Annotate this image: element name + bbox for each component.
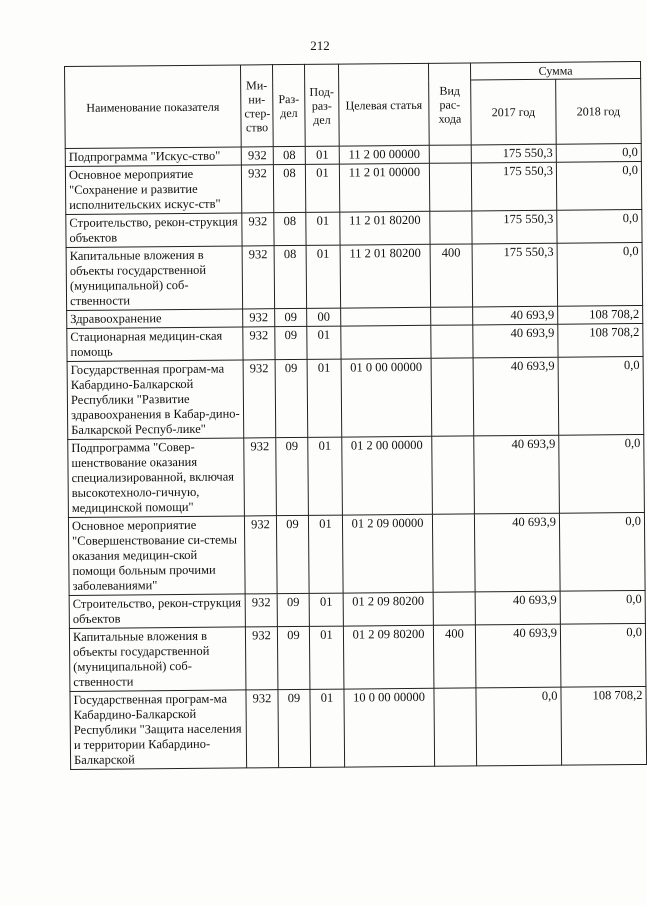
cell-2017: 40 693,9 [473,357,559,436]
header-target: Целевая статья [338,63,429,146]
cell-2017: 0,0 [476,687,562,766]
cell-name: Строительство, рекон-струкция объектов [66,213,242,248]
cell-subsection: 01 [307,326,341,359]
header-name: Наименование показателя [65,65,242,149]
cell-2018: 108 708,2 [558,323,643,357]
cell-target: 11 2 01 80200 [340,211,430,245]
cell-subsection: 01 [306,245,341,308]
cell-ministry: 932 [242,213,274,246]
cell-2017: 175 550,3 [472,243,558,307]
cell-ministry: 932 [241,147,273,165]
cell-section: 09 [275,308,307,326]
cell-ministry: 932 [244,438,277,516]
cell-section: 09 [275,359,308,437]
cell-2018: 108 708,2 [561,686,647,765]
cell-target: 01 2 00 00000 [342,436,433,515]
cell-ministry: 932 [243,309,275,327]
cell-name: Стационарная медицин-ская помощь [67,327,243,362]
cell-subsection: 01 [310,689,345,767]
cell-subsection: 01 [305,164,339,212]
cell-2018: 0,0 [559,512,645,591]
header-ministry: Ми-ни-стер-ство [240,65,273,147]
cell-section: 09 [275,326,307,359]
table-body [65,143,646,769]
cell-subsection: 01 [305,146,339,164]
cell-2017: 40 693,9 [475,591,560,625]
header-2017: 2017 год [471,79,557,145]
cell-subsection: 01 [308,437,343,515]
cell-target: 10 0 00 00000 [344,688,435,767]
cell-kind [434,688,477,766]
cell-kind: 400 [433,625,476,688]
cell-2018: 0,0 [560,623,646,687]
cell-section: 09 [277,626,310,689]
cell-ministry: 932 [241,165,273,213]
cell-2017: 175 550,3 [472,210,557,244]
cell-kind: 400 [430,244,473,307]
header-sum: Сумма [470,61,640,79]
cell-kind [431,307,473,325]
cell-ministry: 932 [245,627,278,690]
cell-subsection: 00 [307,308,341,326]
cell-target: 01 2 09 80200 [343,592,433,626]
cell-kind [431,325,473,358]
cell-ministry: 932 [245,594,277,627]
table-row [69,590,645,628]
cell-target: 01 2 09 00000 [342,514,433,593]
budget-table-wrapper [64,61,646,770]
cell-section: 09 [276,437,309,515]
header-kind: Вид рас-хода [428,63,471,145]
cell-2018: 0,0 [559,434,645,513]
cell-ministry: 932 [243,327,275,360]
cell-2018: 0,0 [558,356,644,435]
cell-name: Государственная програм-ма Кабардино-Балкарской Республики "Развитие здравоохранения в Кабар-дино-Балкарской Респуб-лике" [67,360,244,440]
cell-name: Подпрограмма "Совер-шенствование оказания специализированной, включая высокотехноло-гичную, медицинской помощи" [68,438,245,518]
cell-kind [432,514,475,592]
cell-section: 08 [273,164,305,212]
table-row [65,161,641,214]
table-row [68,434,645,517]
table-row [69,623,646,691]
cell-2017: 175 550,3 [471,144,556,163]
cell-kind [433,592,475,625]
cell-kind [432,436,475,514]
table-row [66,242,643,310]
cell-subsection: 01 [309,593,343,626]
cell-name: Капитальные вложения в объекты государственной (муниципальной) соб-ственности [66,246,243,311]
cell-target: 11 2 00 00000 [339,145,429,164]
cell-subsection: 01 [309,626,344,689]
cell-section: 09 [277,593,309,626]
cell-ministry: 932 [243,360,276,438]
header-2018: 2018 год [556,78,642,144]
cell-kind [431,358,474,436]
table-row [68,512,645,595]
cell-target [341,325,431,359]
cell-target: 01 2 09 80200 [343,625,434,689]
table-row [66,209,642,247]
cell-2018: 0,0 [556,143,641,162]
cell-name: Основное мероприятие "Сохранение и развитие исполнительских искус-ств" [65,165,241,215]
cell-2018: 0,0 [557,242,643,306]
cell-target: 11 2 01 80200 [340,244,431,308]
page-number: 212 [310,38,330,53]
cell-2017: 40 693,9 [475,624,561,688]
cell-name: Основное мероприятие "Совершенствование си-стемы оказания медицин-ской помощи больным прочими заболеваниями" [68,516,245,596]
cell-2018: 0,0 [557,209,642,243]
cell-subsection: 01 [307,359,342,437]
cell-section: 08 [274,212,306,245]
cell-name: Здравоохранение [67,309,243,329]
cell-name: Капитальные вложения в объекты государственной (муниципальной) соб-ственности [69,627,246,692]
cell-subsection: 01 [306,212,340,245]
cell-section: 09 [276,515,309,593]
header-section: Раз-дел [272,64,305,146]
cell-subsection: 01 [308,515,343,593]
cell-name: Строительство, рекон-струкция объектов [69,594,245,629]
cell-2017: 40 693,9 [474,513,560,592]
cell-2018: 0,0 [560,590,645,624]
table-row [67,356,644,439]
cell-section: 08 [274,245,307,308]
cell-ministry: 932 [244,516,277,594]
cell-kind [429,163,471,211]
cell-ministry: 932 [242,246,275,309]
cell-2018: 108 708,2 [558,305,643,324]
cell-name: Государственная програм-ма Кабардино-Балкарской Республики "Защита населения и территории Кабардино-Балкарской [70,690,247,770]
cell-2017: 40 693,9 [473,306,558,325]
cell-2018: 0,0 [556,161,641,210]
cell-2017: 40 693,9 [474,435,560,514]
cell-section: 09 [278,689,311,767]
cell-name: Подпрограмма "Искус-ство" [65,147,241,167]
cell-section: 08 [273,146,305,164]
cell-target: 11 2 01 00000 [339,163,429,212]
cell-2017: 175 550,3 [471,162,556,211]
cell-2017: 40 693,9 [473,324,558,358]
cell-kind [430,211,472,244]
table-row [70,686,647,769]
budget-table [64,61,647,770]
cell-kind [429,145,471,163]
header-subsection: Под-раз-дел [304,64,339,146]
cell-target [341,307,431,326]
table-row [67,323,643,361]
cell-target: 01 0 00 00000 [341,358,432,437]
cell-ministry: 932 [246,690,279,768]
